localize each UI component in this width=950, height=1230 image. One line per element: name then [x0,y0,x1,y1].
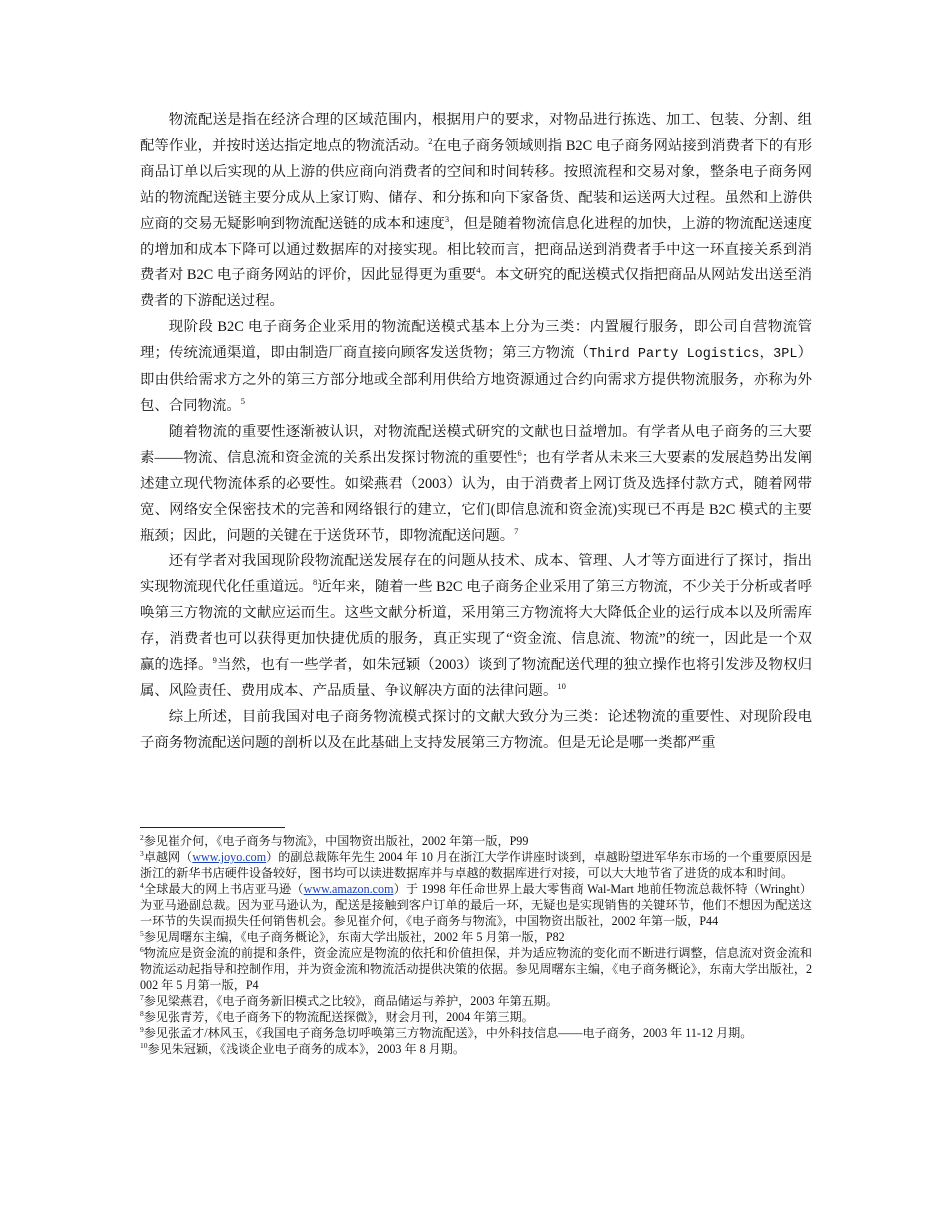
footnote-3 [140,849,812,881]
footnote-number: 2 [140,832,144,842]
paragraph-delivery-modes [140,315,812,420]
footnote-5 [140,929,812,945]
paragraph-text: 。本文研究的配送模式仅指把商品从网站发出送至消费者的下游配送过程。 [140,267,812,310]
footnote-4 [140,881,812,929]
footnote-ref-3[interactable]: 3 [444,213,450,224]
footnote-text: 全球最大的网上书店亚马逊（ [143,882,304,896]
footnote-ref-6[interactable]: 6 [517,447,522,458]
footnote-ref-8[interactable]: 8 [312,577,318,588]
joyo-link[interactable]: www.joyo.com [192,850,267,864]
paragraph-text: 现阶段 B2C 电子商务企业采用的物流配送模式基本上分为三类：内置履行服务，即公司自营物流管理；传统流通渠道，即由制造厂商直接向顾客发送货物；第三方物流（ [140,319,812,362]
paragraph-text: 近年来，随着一些 B2C 电子商务企业采用了第三方物流，不少关于分析或者呼唤第三方物流的文献应运而生。这些文献分析道，采用第三方物流将大大降低企业的运行成本以及所需库存，消费者也可以获得更加快捷优质的服务，真正实现了“资金流、信息流、物流”的统一，因此是一个双赢的选择。 [140,579,812,674]
footnote-ref-4[interactable]: 4 [476,265,481,276]
footnote-6 [140,945,812,993]
paragraph-literature-importance [140,420,812,550]
footnote-text: 参见崔介何，《电子商务与物流》，中国物资出版社，2002 年第一版，P99 [143,834,529,848]
footnote-2 [140,833,812,849]
paragraph-summary [140,705,812,757]
footnote-number: 4 [140,880,144,890]
footnote-10 [140,1041,812,1057]
footnote-number: 3 [140,848,144,858]
paragraph-text: 随着物流的重要性逐渐被认识，对物流配送模式研究的文献也日益增加。有学者从电子商务的三大要素——物流、信息流和资金流的关系出发探讨物流的重要性 [140,423,812,466]
footnote-number: 10 [140,1040,148,1050]
paragraph-text: 还有学者对我国现阶段物流配送发展存在的问题从技术、成本、管理、人才等方面进行了探讨，指出实现物流现代化任重道远。 [140,553,812,596]
footnote-ref-9[interactable]: 9 [212,655,217,666]
footnote-text: 卓越网（ [143,850,193,864]
paragraph-text: 当然，也有一些学者，如朱冠颖（2003）谈到了物流配送代理的独立操作也将引发涉及物权归属、风险责任、费用成本、产品质量、争议解决方面的法律问题。 [140,657,812,699]
paragraph-text: ，但是随着物流信息化进程的加快，上游的物流配送速度的增加和成本下降可以通过数据库的对接实现。相比较而言，把商品送到消费者手中这一环直接关系到消费者对 B2C 电子商务网站的评价，因此显得更为重要 [140,215,812,284]
paragraph-text: 综上所述，目前我国对电子商务物流模式探讨的文献大致分为三类：论述物流的重要性、对现阶段电子商务物流配送问题的剖析以及在此基础上支持发展第三方物流。但是无论是哪一类都严重 [140,708,812,751]
paragraph-text: ；也有学者从未来三大要素的发展趋势出发阐述建立现代物流体系的必要性。如梁燕君（2003）认为，由于消费者上网订货及选择付款方式，随着网带宽、网络安全保密技术的完善和网络银行的建立，它们(即信息流和资金流)实现已不再是 B2C 模式的主要瓶颈；因此，问题的关键在于送货环节，即物流配送问题。 [140,449,812,544]
footnote-text: 参见周曙东主编，《电子商务概论》，东南大学出版社，2002 年 5 月第一版，P82 [143,930,565,944]
amazon-link[interactable]: www.amazon.com [303,882,394,896]
paragraph-logistics-definition [140,108,812,315]
footnote-ref-2[interactable]: 2 [428,136,433,147]
footnote-number: 5 [140,928,144,938]
footnote-number: 8 [140,1008,144,1018]
footnotes [140,833,812,1057]
paragraph-english-term: Third Party Logistics，3PL [589,347,798,363]
footnote-text: 物流应是资金流的前提和条件，资金流应是物流的依托和价值担保，并为适应物流的变化而不断进行调整，信息流对资金流和物流运动起指导和控制作用，并为资金流和物流活动提供决策的依据。参见周曙东主编，《电子商务概论》，东南大学出版社，2002 年 5 月第一版，P4 [140,946,812,992]
footnote-number: 7 [140,992,144,1002]
paragraph-text: ）即由供给需求方之外的第三方部分地或全部利用供给方地资源通过合约向需求方提供物流服务，亦称为外包、合同物流。 [140,345,812,414]
footnote-ref-7[interactable]: 7 [514,525,519,536]
document-body [140,108,812,757]
footnote-text: ）于 1998 年任命世界上最大零售商 Wal-Mart 地前任物流总裁怀特（Wringht）为亚马逊副总裁。因为亚马逊认为，配送是接触到客户订单的最后一环，无疑也是实现销售的关键环节，他们不想因为配送这一环节的失误而损失任何销售机会。参见崔介何，《电子商务与物流》，中国物资出版社，2002 年第一版，P44 [140,882,812,928]
footnote-9 [140,1025,812,1041]
footnote-ref-5[interactable]: 5 [240,396,245,407]
footnote-text: 参见张孟才/林风玉，《我国电子商务急切呼唤第三方物流配送》，中外科技信息——电子商务，2003 年 11-12 月期。 [143,1026,753,1040]
footnote-number: 9 [140,1024,144,1034]
paragraph-text: 在电子商务领域则指 B2C 电子商务网站接到消费者下的有形商品订单以后实现的从上游的供应商向消费者的空间和时间转移。按照流程和交易对象，整条电子商务网站的物流配送链主要分成从上家订购、储存、和分拣和向下家备货、配装和运送两大过程。虽然和上游供应商的交易无疑影响到物流配送链的成本和速度 [140,137,812,232]
paragraph-text: 物流配送是指在经济合理的区域范围内，根据用户的要求，对物品进行拣选、加工、包装、分割、组配等作业，并按时送达指定地点的物流活动。 [140,112,812,154]
footnote-8 [140,1009,812,1025]
footnote-text: ）的副总裁陈年先生 2004 年 10 月在浙江大学作讲座时谈到，卓越盼望进军华东市场的一个重要原因是浙江的新华书店硬件设备较好，图书均可以读进数据库并与卓越的数据库进行对接，可以大大地节省了进货的成本和时间。 [140,850,812,880]
footnote-text: 参见朱冠颖，《浅谈企业电子商务的成本》，2003 年 8 月期。 [147,1042,465,1056]
footnote-7 [140,993,812,1009]
footnote-ref-10[interactable]: 10 [557,681,566,692]
paragraph-literature-problems [140,549,812,704]
footnote-separator [140,827,285,828]
footnote-text: 参见梁燕君，《电子商务新旧模式之比较》，商品储运与养护，2003 年第五期。 [143,994,558,1008]
footnote-text: 参见张青芳，《电子商务下的物流配送探微》，财会月刊，2004 年第三期。 [143,1010,534,1024]
footnote-number: 6 [140,944,144,954]
